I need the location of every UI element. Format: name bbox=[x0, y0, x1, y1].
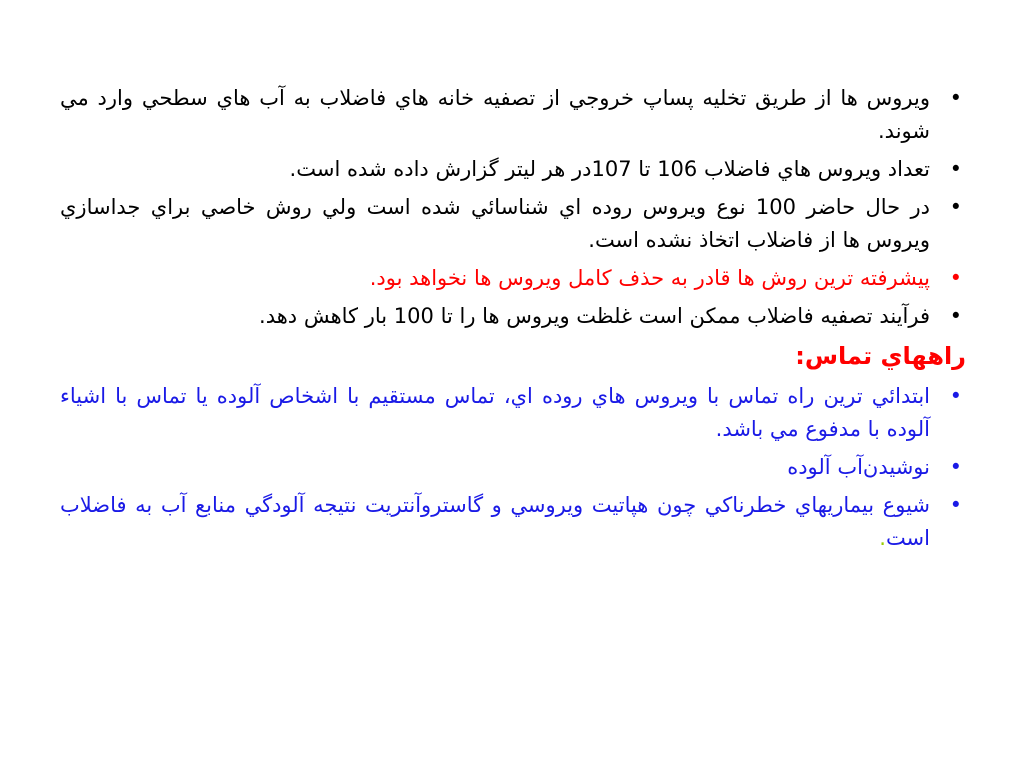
list-item-text: ابتدائي ترين راه تماس با ويروس هاي روده اي، تماس مستقيم با اشخاص آلوده يا تماس با اشياء آلوده با مدفوع مي باشد. bbox=[60, 384, 930, 441]
virus-facts-list bbox=[60, 82, 966, 333]
bullet-icon: • bbox=[949, 86, 962, 110]
list-item bbox=[60, 451, 966, 484]
list-item-text: در حال حاضر 100 نوع ويروس روده اي شناسائي شده است ولي روش خاصي براي جداسازي ويروس ها از فاضلاب اتخاذ نشده است. bbox=[60, 195, 930, 252]
list-item-text: تعداد ويروس هاي فاضلاب 106 تا 107در هر ليتر گزارش داده شده است. bbox=[289, 157, 930, 181]
list-item bbox=[60, 300, 966, 333]
list-item-text: نوشيدن‌آب آلوده bbox=[787, 455, 930, 479]
list-item bbox=[60, 191, 966, 257]
list-item-text: فرآيند تصفيه فاضلاب ممكن است غلظت ويروس ها را تا 100 بار كاهش دهد. bbox=[259, 304, 930, 328]
bullet-icon: • bbox=[949, 455, 962, 479]
bullet-icon: • bbox=[949, 266, 962, 290]
bullet-icon: • bbox=[949, 493, 962, 517]
list-item bbox=[60, 82, 966, 148]
slide-content bbox=[60, 82, 966, 560]
list-item bbox=[60, 153, 966, 186]
list-item-text: پيشرفته ترين روش ها قادر به حذف كامل ويروس ها نخواهد بود. bbox=[369, 266, 930, 290]
bullet-icon: • bbox=[949, 157, 962, 181]
trailing-period: . bbox=[879, 526, 886, 550]
list-item-text: شيوع بيماريهاي خطرناكي چون هپاتيت ويروسي و گاستروآنتريت نتيجه آلودگي منابع آب به فاضلاب است bbox=[60, 493, 930, 550]
list-item-text: ويروس ها از طريق تخليه پساپ خروجي از تصفيه خانه هاي فاضلاب به آب هاي سطحي وارد مي شوند. bbox=[60, 86, 930, 143]
list-item-highlight bbox=[60, 262, 966, 295]
list-item bbox=[60, 380, 966, 446]
list-item bbox=[60, 489, 966, 555]
contact-routes-list bbox=[60, 380, 966, 555]
bullet-icon: • bbox=[949, 384, 962, 408]
bullet-icon: • bbox=[949, 304, 962, 328]
contact-routes-heading: راههاي تماس: bbox=[795, 342, 966, 370]
bullet-icon: • bbox=[949, 195, 962, 219]
